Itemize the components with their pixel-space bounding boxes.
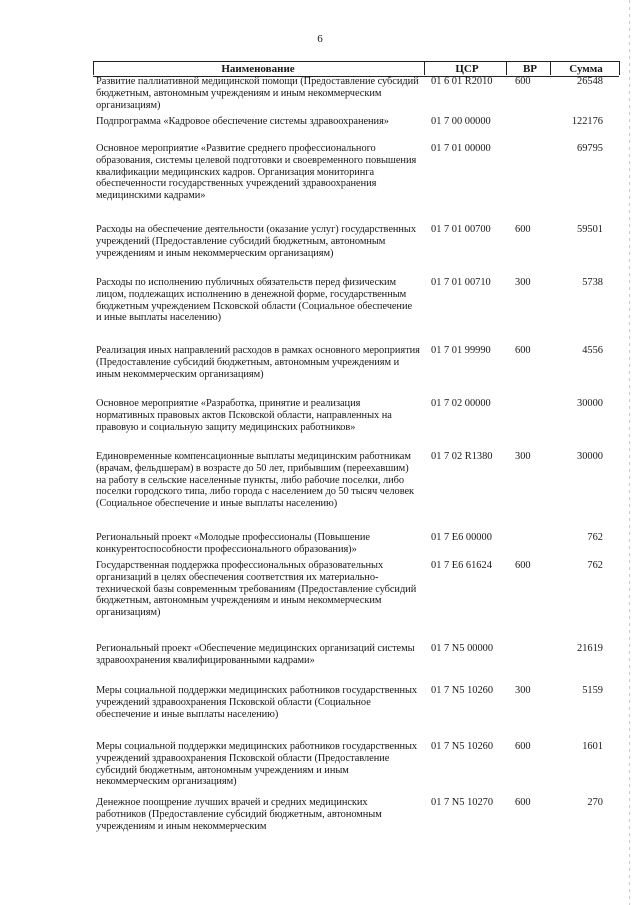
row-sum: 26548 bbox=[577, 76, 603, 87]
row-name: Основное мероприятие «Развитие среднего профессионального образования, системы целевой подготовки и своевременного повышения квалификации медицинских кадров. Организация мониторинга обеспеченности государственных учреждений здравоохранения медицинскими кадрами» bbox=[96, 143, 417, 202]
header-divider bbox=[619, 61, 620, 75]
header-divider bbox=[506, 61, 507, 75]
row-sum: 5738 bbox=[582, 277, 603, 288]
row-csr: 01 7 N5 10270 bbox=[431, 797, 494, 808]
row-name: Реализация иных направлений расходов в рамках основного мероприятия (Предоставление субсидий бюджетным, автономным учреждениям и иным некоммерческим организациям) bbox=[96, 345, 420, 380]
page-number: 6 bbox=[317, 33, 323, 45]
header-sum: Сумма bbox=[569, 63, 603, 75]
row-sum: 762 bbox=[587, 560, 603, 571]
row-name: Меры социальной поддержки медицинских работников государственных учреждений здравоохранения Псковской области (Предоставление субсидий бюджетным, автономным учреждениям и иным некоммерческим организациям) bbox=[96, 741, 418, 788]
row-sum: 270 bbox=[587, 797, 603, 808]
row-csr: 01 7 00 00000 bbox=[431, 116, 491, 127]
header-name: Наименование bbox=[221, 63, 295, 75]
row-csr: 01 7 01 00700 bbox=[431, 224, 491, 235]
row-vr: 300 bbox=[515, 277, 531, 288]
row-sum: 1601 bbox=[582, 741, 603, 752]
row-csr: 01 7 Е6 61624 bbox=[431, 560, 492, 571]
row-name: Расходы на обеспечение деятельности (оказание услуг) государственных учреждений (Предоставление субсидий бюджетным, автономным учреждениям и иным некоммерческим организациям) bbox=[96, 224, 416, 259]
scan-edge bbox=[629, 0, 630, 905]
row-sum: 30000 bbox=[577, 451, 603, 462]
row-vr: 600 bbox=[515, 560, 531, 571]
row-sum: 122176 bbox=[571, 116, 603, 127]
table-header bbox=[93, 61, 619, 77]
row-csr: 01 6 01 R2010 bbox=[431, 76, 493, 87]
row-vr: 600 bbox=[515, 76, 531, 87]
row-csr: 01 7 01 99990 bbox=[431, 345, 491, 356]
row-name: Региональный проект «Обеспечение медицинских организаций системы здравоохранения квалифицированными кадрами» bbox=[96, 643, 415, 666]
row-csr: 01 7 02 R1380 bbox=[431, 451, 493, 462]
row-name: Основное мероприятие «Разработка, принятие и реализация нормативных правовых актов Псковской области, направленных на правовую и социальную защиту медицинских работников» bbox=[96, 398, 392, 433]
header-divider bbox=[424, 61, 425, 75]
row-vr: 600 bbox=[515, 345, 531, 356]
row-name: Денежное поощрение лучших врачей и средних медицинских работников (Предоставление субсидий бюджетным, автономным учреждениям и иным некоммерческим bbox=[96, 797, 382, 832]
row-sum: 21619 bbox=[577, 643, 603, 654]
row-sum: 5159 bbox=[582, 685, 603, 696]
row-sum: 4556 bbox=[582, 345, 603, 356]
row-sum: 30000 bbox=[577, 398, 603, 409]
row-csr: 01 7 02 00000 bbox=[431, 398, 491, 409]
row-csr: 01 7 01 00000 bbox=[431, 143, 491, 154]
row-vr: 600 bbox=[515, 224, 531, 235]
row-vr: 600 bbox=[515, 797, 531, 808]
row-csr: 01 7 01 00710 bbox=[431, 277, 491, 288]
row-csr: 01 7 N5 00000 bbox=[431, 643, 494, 654]
row-sum: 59501 bbox=[577, 224, 603, 235]
row-name: Государственная поддержка профессиональных образовательных организаций в целях обеспечения соответствия их материально-технической базы современным требованиям (Предоставление субсидий бюджетным, автономным учреждениям и иным некоммерческим организациям) bbox=[96, 560, 417, 619]
row-sum: 762 bbox=[587, 532, 603, 543]
header-vr: ВР bbox=[522, 63, 538, 75]
row-name: Расходы по исполнению публичных обязательств перед физическим лицом, подлежащих исполнению в денежной форме, государственным бюджетным учреждением Псковской области (Социальное обеспечение и иные выплаты населению) bbox=[96, 277, 413, 324]
row-sum: 69795 bbox=[577, 143, 603, 154]
row-name: Развитие паллиативной медицинской помощи (Предоставление субсидий бюджетным, автономным учреждениям и иным некоммерческим организациям) bbox=[96, 76, 419, 111]
row-csr: 01 7 Е6 00000 bbox=[431, 532, 492, 543]
row-name: Подпрограмма «Кадровое обеспечение системы здравоохранения» bbox=[96, 116, 389, 127]
row-name: Единовременные компенсационные выплаты медицинским работникам (врачам, фельдшерам) в возрасте до 50 лет, прибывшим (переехавшим) на работу в сельские населенные пункты, либо рабочие поселки, либо поселки городского типа, либо города с населением до 50 тысяч человек (Социальное обеспечение и иные выплаты населению) bbox=[96, 451, 415, 510]
row-name: Меры социальной поддержки медицинских работников государственных учреждений здравоохранения Псковской области (Социальное обеспечение и иные выплаты населению) bbox=[96, 685, 418, 720]
header-divider bbox=[93, 61, 94, 75]
header-csr: ЦСР bbox=[455, 63, 479, 75]
row-vr: 300 bbox=[515, 685, 531, 696]
row-vr: 300 bbox=[515, 451, 531, 462]
row-name: Региональный проект «Молодые профессионалы (Повышение конкурентоспособности профессионального образования)» bbox=[96, 532, 370, 555]
row-csr: 01 7 N5 10260 bbox=[431, 741, 494, 752]
header-divider bbox=[550, 61, 551, 75]
row-vr: 600 bbox=[515, 741, 531, 752]
row-csr: 01 7 N5 10260 bbox=[431, 685, 494, 696]
